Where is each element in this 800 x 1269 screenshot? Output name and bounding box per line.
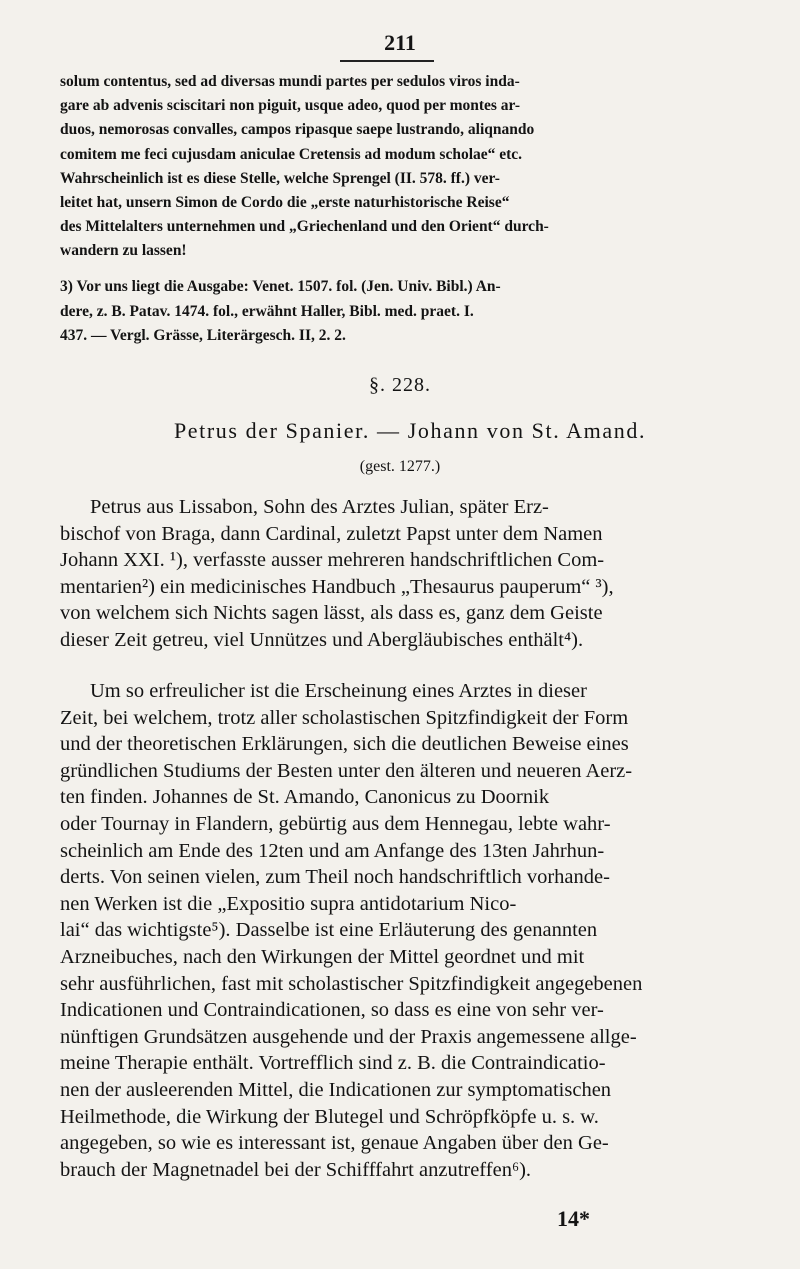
body-line: mentarien²) ein medicinisches Handbuch „Thesaurus pauperum“ ³), xyxy=(60,575,614,598)
body-line: bischof von Braga, dann Cardinal, zuletzt Papst unter dem Namen xyxy=(60,522,603,545)
printer-signature: 14* xyxy=(557,1206,590,1231)
body-line: Petrus aus Lissabon, Sohn des Arztes Julian, später Erz- xyxy=(90,496,549,518)
section-number: §. 228. xyxy=(369,374,431,396)
footnote-line: 437. — Vergl. Grässe, Literärgesch. II, 2. 2. xyxy=(60,327,346,344)
header-rule xyxy=(340,60,434,62)
body-line: Um so erfreulicher ist die Erscheinung eines Arztes in dieser xyxy=(90,680,587,702)
body-line: von welchem sich Nichts sagen lässt, als dass es, ganz dem Geiste xyxy=(60,602,603,625)
footnote-line: gare ab advenis sciscitari non piguit, usque adeo, quod per montes ar- xyxy=(60,97,521,115)
body-line: oder Tournay in Flandern, gebürtig aus dem Hennegau, lebte wahr- xyxy=(60,812,611,835)
body-line: gründlichen Studiums der Besten unter den älteren und neueren Aerz- xyxy=(60,759,633,782)
body-line: ten finden. Johannes de St. Amando, Canonicus zu Doornik xyxy=(60,786,550,809)
body-line: Johann XXI. ¹), verfasste ausser mehreren handschriftlichen Com- xyxy=(60,549,605,572)
body-line: angegeben, so wie es interessant ist, genaue Angaben über den Ge- xyxy=(60,1132,609,1155)
body-line: Heilmethode, die Wirkung der Blutegel und Schröpfköpfe u. s. w. xyxy=(60,1105,599,1128)
section-dates: (gest. 1277.) xyxy=(359,458,441,475)
footnote-line: leitet hat, unsern Simon de Cordo die „erste naturhistorische Reise“ xyxy=(60,194,510,212)
paragraph-petrus xyxy=(60,494,760,654)
body-line: scheinlich am Ende des 12ten und am Anfange des 13ten Jahrhun- xyxy=(60,839,605,862)
body-line: brauch der Magnetnadel bei der Schifffahrt anzutreffen⁶). xyxy=(60,1158,532,1181)
footnote-line: wandern zu lassen! xyxy=(60,242,187,260)
page-number: 211 xyxy=(384,30,416,55)
footnote-continuation xyxy=(60,70,752,264)
body-line: meine Therapie enthält. Vortrefflich sind z. B. die Contraindicatio- xyxy=(60,1052,606,1075)
body-line: nünftigen Grundsätzen ausgehende und der Praxis angemessene allge- xyxy=(60,1025,637,1048)
body-line: und der theoretischen Erklärungen, sich die deutlichen Beweise eines xyxy=(60,733,629,756)
body-line: nen Werken ist die „Expositio supra antidotarium Nico- xyxy=(60,892,517,915)
body-line: dieser Zeit getreu, viel Unnützes und Abergläubisches enthält⁴). xyxy=(60,628,584,651)
footnote-line: Wahrscheinlich ist es diese Stelle, welche Sprengel (II. 578. ff.) ver- xyxy=(60,169,500,187)
footnote-3 xyxy=(60,275,752,349)
paragraph-johann xyxy=(60,678,760,1183)
body-line: sehr ausführlichen, fast mit scholastischer Spitzfindigkeit angegebenen xyxy=(60,972,643,995)
body-line: Arzneibuches, nach den Wirkungen der Mittel geordnet und mit xyxy=(60,945,585,968)
footnote-line: des Mittelalters unternehmen und „Griechenland und den Orient“ durch- xyxy=(60,218,549,236)
footnote-line: solum contentus, sed ad diversas mundi partes per sedulos viros inda- xyxy=(60,73,520,90)
footnote-line: comitem me feci cujusdam aniculae Cretensis ad modum scholae“ etc. xyxy=(60,145,523,163)
body-line: lai“ das wichtigste⁵). Dasselbe ist eine Erläuterung des genannten xyxy=(60,919,598,942)
footnote-line: dere, z. B. Patav. 1474. fol., erwähnt Haller, Bibl. med. praet. I. xyxy=(60,302,474,320)
footnote-line: 3) Vor uns liegt die Ausgabe: Venet. 1507. fol. (Jen. Univ. Bibl.) An- xyxy=(60,278,501,295)
body-line: Zeit, bei welchem, trotz aller scholastischen Spitzfindigkeit der Form xyxy=(60,706,629,729)
footnote-line: duos, nemorosas convalles, campos ripasque saepe lustrando, aliqnando xyxy=(60,121,535,139)
section-heading: Petrus der Spanier. — Johann von St. Amand. xyxy=(173,418,647,443)
body-line: Indicationen und Contraindicationen, so dass es eine von sehr ver- xyxy=(60,999,604,1022)
body-line: nen der ausleerenden Mittel, die Indicationen zur symptomatischen xyxy=(60,1078,612,1101)
body-line: derts. Von seinen vielen, zum Theil noch handschriftlich vorhande- xyxy=(60,866,610,889)
